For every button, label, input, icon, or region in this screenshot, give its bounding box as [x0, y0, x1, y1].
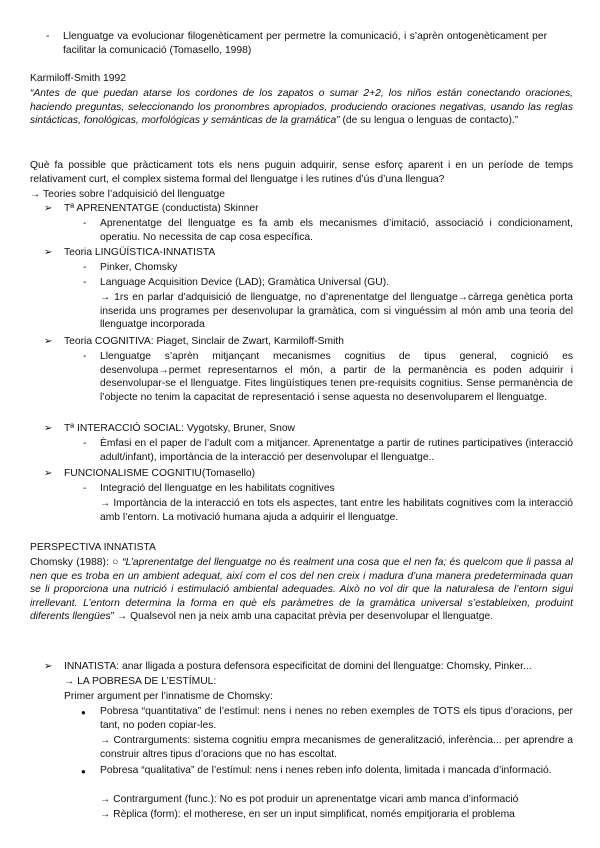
dash-bullet: -: [83, 277, 87, 288]
top-item-text: Llenguatge va evolucionar filogenèticament per permetre la comunicació, i s’aprèn ontogenèticament per facilitar la comunicació (Tomasello, 1998): [63, 31, 547, 56]
innatista-bullet-1: ● Pobresa “quantitativa” de l’estímul: nens i nenes no reben exemples de TOTS els tipus d’oracions, per tant, no poden copiar-les.: [81, 706, 573, 731]
theory-2: [44, 246, 573, 260]
question-paragraph: Què fa possible que pràcticament tots els nens puguin adquirir, sense esforç aparent i en un període de temps relativament curt, el complex sistema formal del llenguatge i les rutines d’ús d’una llengua?: [30, 160, 573, 185]
arrowhead-icon: ➢: [44, 247, 53, 258]
arrowhead-icon: ➢: [44, 336, 53, 347]
perspectiva-quote: “L’aprenentatge del llenguatge no és realment una cosa que el nen fa; és quelcom que li passa al nen que es troba en un ambient adequat, així com el cos del nen creix i madura d’una manera predeterminada quan se li proporciona una nutrició i estimulació ambiental adequades. Això no vol dir que la naturalesa de l’entorn sigui irrellevant. L’entorn determina la forma en què els paràmetres de la gramàtica universal s’estableixen, produint diferents llengües: [30, 557, 573, 623]
theory-1: [44, 202, 573, 216]
innatista-bullet-1-note: → Contrarguments: sistema cognitiu empra mecanismes de generalització, inferència... per aprendre a construir altres tipus d’oracions que no has escoltat.: [100, 735, 573, 760]
theory-3-point: - Llenguatge s’aprèn mitjançant mecanismes cognitius de tipus general, cognició es desenvolupa→permet representarnos el món, a partir de la permanència es poden adquirir i desenvolupar-se el llenguatge. Fites lingüístiques tenen pre-requisits cognitius. Sense permanència de l’objecte no tenim la capacitat de representació i sense aquesta no desenvoluparem el llenguatge.: [83, 351, 573, 403]
arrowhead-icon: ➢: [44, 661, 53, 672]
arrowhead-icon: ➢: [44, 468, 53, 479]
arrowhead-icon: ➢: [44, 203, 53, 214]
karmiloff-quote-tail: (de su lengua o lenguas de contacto).”: [339, 115, 519, 127]
theory-2-note: → 1rs en parlar d’adquisició de llenguatge, no d’aprenentatge del llenguatge→càrrega genètica porta inserida uns programes per desenvolupar la gramàtica, com si vinguéssim al món amb una teoria del llenguatge incorporada: [100, 292, 573, 331]
theory-title: Tª INTERACCIÓ SOCIAL: Vygotsky, Bruner, Snow: [64, 423, 295, 434]
theory-5-note: → Importància de la interacció en tots els aspectes, tant entre les habilitats cognitives com la interacció amb l’entorn. La motivació humana ajuda a adquirir el llenguatge.: [100, 498, 573, 523]
theory-1-point: - Aprenentatge del llenguatge es fa amb els mecanismes d’imitació, associació i condicionament, operatiu. No necessita de cap cosa específica.: [83, 218, 573, 243]
arrowhead-icon: ➢: [44, 423, 53, 434]
karmiloff-quote-italic: “Antes de que puedan atarse los cordones de los zapatos o sumar 2+2, los niños están conectando oraciones, haciendo preguntas, seleccionando los pronombres apropiados, produciendo oraciones negativas, usando las reglas sintácticas, fonológicas, morfológicas y semánticas de la gramática”: [30, 88, 573, 127]
karmiloff-heading: Karmiloff-Smith 1992: [30, 73, 126, 84]
innatista-first-arg: Primer argument per l’innatisme de Chomsky:: [64, 691, 273, 702]
karmiloff-quote: [30, 87, 573, 128]
dash-bullet: -: [83, 351, 87, 362]
theory-title: Teoria COGNITIVA: Piaget, Sinclair de Zwart, Karmiloff-Smith: [64, 336, 345, 347]
innatista-sub: → LA POBRESA DE L’ESTÍMUL:: [64, 676, 217, 687]
theory-4-point: - Èmfasi en el paper de l’adult com a mitjancer. Aprenentatge a partir de rutines participatives (interacció adult/infant), importància de la interacció per desenvolupar el llenguatge..: [83, 438, 573, 463]
theory-title: Tª APRENENTATGE (conductista) Skinner: [64, 203, 259, 214]
dash-bullet: -: [83, 218, 87, 229]
perspectiva-paragraph: [30, 556, 573, 624]
theory-5: [44, 467, 573, 481]
innatista-bullet-2-note-1: → Contrargument (func.): No es pot produir un aprenentatge vicari amb manca d’informació: [100, 794, 519, 805]
dash-bullet: -: [46, 31, 50, 42]
perspectiva-heading: PERSPECTIVA INNATISTA: [30, 542, 156, 553]
innatista-title-row: [44, 660, 584, 674]
perspectiva-lead: Chomsky (1988): ○: [30, 557, 123, 568]
bullet-icon: ●: [81, 708, 86, 717]
theory-3: [44, 335, 573, 349]
dash-bullet: -: [83, 483, 87, 494]
perspectiva-tail: ” → Qualsevol nen ja neix amb una capacitat prèvia per desenvolupar el llenguatge.: [110, 611, 494, 623]
theory-title: Teoria LINGÜÍSTICA-INNATISTA: [64, 247, 216, 258]
theory-title: FUNCIONALISME COGNITIU(Tomasello): [64, 468, 256, 479]
theory-2-point-1: - Pinker, Chomsky: [83, 262, 178, 273]
dash-bullet: -: [83, 438, 87, 449]
theory-2-point-2: - Language Acquisition Device (LAD); Gramàtica Universal (GU).: [83, 277, 390, 288]
innatista-title: INNATISTA: anar lligada a postura defensora especificitat de domini del llenguatge: Chomsky, Pinker...: [64, 661, 532, 672]
innatista-bullet-2-note-2: → Rèplica (form): el motherese, en ser un input simplificat, només empitjoraria el problema: [100, 809, 515, 820]
top-item: [46, 30, 547, 57]
innatista-bullet-2: ● Pobresa “qualitativa” de l’estímul: nens i nenes reben info dolenta, limitada i mancada d’informació.: [100, 764, 573, 778]
theory-4: [44, 422, 573, 436]
bullet-icon: ●: [81, 767, 86, 776]
theories-intro: → Teories sobre l’adquisició del llenguatge: [30, 189, 225, 200]
dash-bullet: -: [83, 262, 87, 273]
theory-5-point: - Integració del llenguatge en les habilitats cognitives: [83, 483, 335, 494]
